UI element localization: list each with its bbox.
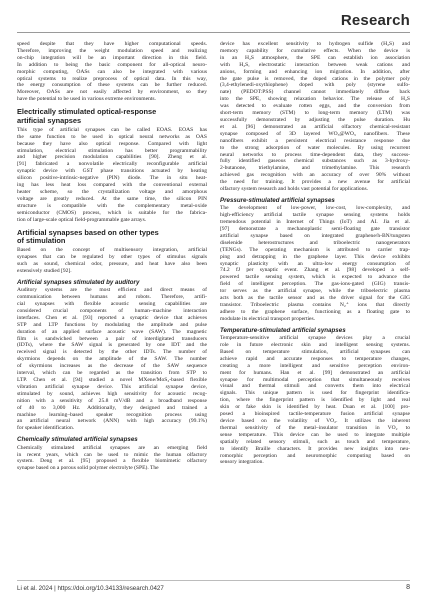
text-line: sense temperature. This device can be used to integrate multiple: [220, 431, 410, 438]
text-line: device has excellent sensitivity to hydrogen sulfide (H₂S) and: [220, 41, 410, 47]
subsection-heading: [220, 327, 410, 335]
text-line: cial synapses with flexible acoustic sensing capabilities are: [17, 301, 207, 308]
text-line: synapse for multimodal perception that simultaneously receives: [220, 376, 410, 383]
paragraph: [17, 41, 207, 103]
text-line: communication between humans and robots. Therefore, artifi-: [17, 294, 207, 301]
text-line: synaptic plasticity with an ultra-low energy consumption of: [220, 260, 410, 267]
text-line: the need for training. It provides a new avenue for artificial: [220, 179, 410, 186]
text-line: of stimulation: [17, 236, 66, 246]
text-line: machine learning–based speaker recognition process using: [17, 411, 207, 418]
text-line: 74.2 fJ per synaptic event. Zhang et al. [98] developed a self-: [220, 267, 410, 274]
text-line: memory capability for cumulative effects. When the device is: [220, 47, 410, 54]
paragraph: [220, 41, 410, 193]
text-line: an artificial neural network (ANN) with high accuracy (99.1%): [17, 418, 207, 425]
text-line: nate) (PEDOT:PSS) channel cannot immediately diffuse back: [220, 89, 410, 96]
text-line: tion, where the fingerprint pattern is identified by light and real: [220, 397, 410, 404]
text-line: skyrmions depends on the amplitude of the SAW. The number: [17, 356, 207, 363]
text-line: have the potential to be used in various extreme environments.: [17, 96, 156, 103]
text-line: Auditory systems are the most efficient and direct means of: [17, 287, 207, 294]
text-line: anions, forming and enhancing ion migration. In addition, after: [220, 68, 410, 75]
section-heading: [17, 108, 207, 125]
text-line: Therefore, improving the weight modulation speed and realizing: [17, 47, 207, 54]
text-line: received signal is detected by the other IDTs. The number of: [17, 349, 207, 356]
subsection-heading: [220, 197, 410, 205]
text-line: to the strong adsorption of water molecules. By using recurrent: [220, 144, 410, 151]
text-line: et al. [96] demonstrated an artificial olfactory chemical-resistant: [220, 123, 410, 130]
header-divider: [17, 32, 410, 33]
text-line: This type of artificial synapses can be called EOAS. EOAS has: [17, 126, 207, 133]
text-line: speed despite that they have higher computational speeds.: [17, 41, 207, 47]
paragraph: [17, 287, 207, 432]
text-line: interfaces. Chen et al. [93] reported a synaptic device that achieves: [17, 314, 207, 321]
text-line: adhere to the graphene surface, functioning as a floating gate to: [220, 308, 410, 315]
text-line: Chemically stimulated artificial synapses are an emerging field: [17, 444, 207, 451]
right-column: [220, 41, 410, 466]
text-line: the gate pulse is removed, the doped cations in the polymer poly: [220, 75, 410, 82]
text-line: neural networks to process time-dependent data, they success-: [220, 151, 410, 158]
text-line: tion of large-scale optical field-programmable gate arrays.: [17, 216, 147, 223]
text-line: stimulation, electrical stimulation has better programmability: [17, 147, 207, 154]
text-line: ing has less heat loss compared with the conventional external: [17, 182, 207, 189]
footer-citation[interactable]: Li et al. 2024 | https://doi.org/10.34133/research.0427: [17, 585, 164, 592]
text-line: [91] fabricated a nonvolatile electrically reconfigurable artificial: [17, 161, 207, 168]
page-number: 8: [406, 584, 410, 591]
text-line: In addition to being the basic component for all-optical neuro-: [17, 61, 207, 68]
text-line: Based on the concept of multisensory integration, artificial: [17, 247, 207, 254]
subsection-heading: [17, 436, 207, 444]
text-line: sensory integration.: [220, 459, 264, 466]
text-line: system. Deng et al. [95] proposed a flexible biomimetic olfactory: [17, 458, 207, 465]
text-line: Artificial synapses based on other types: [17, 227, 159, 237]
text-line: tremendous potential in Internet of Things (IoT) and AI. Jia et al.: [220, 219, 410, 226]
text-line: into the SPE, showing relaxation behavior. The release of H₂S: [220, 96, 410, 103]
text-line: Temperature-sensitive artificial synapse devices play a crucial: [220, 335, 410, 342]
text-line: synaptic device with GST phase transitions actuated by heating: [17, 168, 207, 175]
text-line: structure is compatible with the complementary metal-oxide: [17, 202, 207, 209]
text-line: field of intelligent perception. The gas-ions-gated (GIG) transis-: [220, 281, 410, 288]
text-line: morphic computing, OASs can also be integrated with various: [17, 68, 207, 75]
text-line: in an H₂S atmosphere, the SPE can establish ion association: [220, 54, 410, 61]
text-line: transistor. Triboelectric plasma contains N₂⁺ ions that directly: [220, 302, 410, 309]
text-line: interval, which can be regarded as the transition from STP to: [17, 370, 207, 377]
text-line: and higher precision modulation capabilities [90]. Zheng et al.: [17, 154, 207, 161]
text-line: to identify Braille characters. It provides new insights into neu-: [220, 445, 410, 452]
text-line: Moreover, OASs are not easily affected by environment, so they: [17, 89, 207, 96]
text-line: signals. This unique pattern is used for fingerprint identifica-: [220, 390, 410, 397]
text-line: the energy consumption of these systems can be further reduced.: [17, 82, 207, 89]
paragraph: [220, 335, 410, 466]
text-line: voltage are greatly reduced. At the same time, the silicon PIN: [17, 195, 207, 202]
text-line: role in future electronic skin and intelligent sensing systems.: [220, 342, 410, 349]
text-line: olfactory system research and holds vast potential for applications.: [220, 186, 369, 193]
text-line: heater scheme, so the crystallization voltage and amorphous: [17, 189, 207, 195]
text-line: short-term memory (STM) to long-term memory (LTM) was: [220, 110, 410, 117]
paragraph: [17, 445, 207, 473]
paragraph: [220, 205, 410, 322]
text-line: LTP. Chen et al. [94] studied a novel MXene/MoS₂-based flexible: [17, 377, 207, 384]
text-line: on-chip integration will be an important direction in this field.: [17, 54, 207, 61]
text-line: Based on temperature stimulation, artificial synapses can: [220, 348, 410, 355]
text-line: spatially related sensory stimuli, such as touch and temperature,: [220, 438, 410, 445]
text-line: achieve rapid and accurate responses to temperature changes,: [220, 355, 410, 362]
text-line: [97] demonstrate a mechanoplastic semi-floating gate transistor: [220, 226, 410, 233]
text-line: semiconductor (CMOS) process, which is suitable for the fabrica-: [17, 209, 207, 216]
text-line: Artificial synapses stimulated by auditory: [17, 278, 140, 286]
section-heading: [17, 229, 207, 246]
text-line: visual and thermal stimuli and converts them into electrical: [220, 383, 410, 390]
text-line: in recent years, which can be used to mimic the human olfactory: [17, 451, 207, 458]
text-line: tor serves as the artificial synapse, while the triboelectric plasma: [220, 288, 410, 295]
paragraph: [17, 247, 207, 275]
text-line: ment for humans. Han et al. [99] demonstrated an artificial: [220, 369, 410, 376]
subsection-heading: [17, 279, 207, 287]
text-line: film is sandwiched between a pair of interdigitated transducers: [17, 335, 207, 342]
text-line: synapse based on a porous solid polymer electrolyte (SPE). The: [17, 465, 159, 472]
text-line: Pressure-stimulated artificial synapses: [220, 196, 335, 204]
text-line: 2-butanone, triethylamine, and trimethylamine. This research: [220, 165, 410, 172]
text-line: Temperature-stimulated artificial synapses: [220, 326, 346, 334]
text-line: (IDTs), where the SAW signal is generated by one IDT and the: [17, 342, 207, 349]
text-line: artificial synapses: [17, 115, 82, 125]
text-line: modulate its electrical transport properties.: [220, 315, 316, 322]
footer-divider: [17, 580, 410, 581]
text-line: for speaker identification.: [17, 425, 75, 432]
text-line: artificial synapse based on integrated graphene/h-BN/tungsten: [220, 232, 410, 239]
text-line: device based on the volatility of VO₂. It utilizes the inherent: [220, 418, 410, 424]
text-line: (3,4-ethylenedi-oxythiophene) doped with poly (styrene sulfo-: [220, 82, 410, 89]
text-line: The development of low-power, low-cost, low-complexity, and: [220, 205, 410, 212]
text-line: silicon positive-intrinsic-negative (PIN) diode. The in situ heat-: [17, 175, 207, 182]
text-line: STP and LTP functions by modulating the amplitude and pulse: [17, 321, 207, 328]
text-line: thermal sensitivity of the metal–insulator transition in VO₂ to: [220, 424, 410, 431]
paragraph: [17, 127, 207, 224]
text-line: stimulated by sound, achieves high sensitivity for acoustic recog-: [17, 390, 207, 397]
text-line: (TENGs). The operating mechanism is attributed to carrier trap-: [220, 246, 410, 253]
text-line: such as sound, chemical odor, pressure, and heat have also been: [17, 261, 207, 268]
text-line: diselenide heterostructures and triboelectric nanogenerators: [220, 239, 410, 246]
text-line: duration of an applied surface acoustic wave (SAW). The magnetic: [17, 328, 207, 335]
text-line: achieved gas recognition with an accuracy of over 90% without: [220, 172, 410, 179]
text-line: the same function to be used in optical neural networks as OAS: [17, 133, 207, 140]
text-line: synapse composed of 3D layered WO₃@WO₃ nanofibers. These: [220, 130, 410, 137]
text-line: skin or fake skin is identified by heat. Duan et al. [100] pro-: [220, 404, 410, 411]
text-line: acts both as the tactile sensor and as the driver signal for the GIG: [220, 295, 410, 302]
text-line: powered tactile sensing system, which is expected to advance the: [220, 274, 410, 281]
text-line: fully identified gaseous chemical substances such as 3-hydroxy-: [220, 158, 410, 165]
text-line: considered crucial components of human–machine interaction: [17, 307, 207, 314]
text-line: vibration artificial synapse device. This artificial synapse device,: [17, 383, 207, 390]
left-column: [17, 41, 207, 472]
text-line: successfully demonstrated by adjusting the pulse duration. Hu: [220, 116, 410, 123]
text-line: with H₂S, electrostatic interaction between weak cations and: [220, 61, 410, 68]
text-line: of skyrmions increases as the decrease of the SAW sequence: [17, 363, 207, 370]
text-line: romorphic perception and neuromorphic computing based on: [220, 452, 410, 459]
text-line: Chemically stimulated artificial synapses: [17, 436, 138, 444]
text-line: creating a more intelligent and sensitive perception environ-: [220, 362, 410, 369]
text-line: was detected to evaluate rotten eggs, and the conversion from: [220, 103, 410, 110]
text-line: of 40 to 3,000 Hz. Additionally, they designed and trained a: [17, 404, 207, 411]
text-line: synapses that can be regulated by other types of stimulus signals: [17, 254, 207, 261]
text-line: optical systems to realize preprocess of optical data. In this way,: [17, 75, 207, 82]
text-line: posed a bioinspired tactile-temperature fusion artificial synapse: [220, 411, 410, 418]
journal-name: Research: [340, 12, 410, 29]
text-line: because they have also optical response. Compared with light: [17, 140, 207, 147]
text-line: extensively studied [92].: [17, 267, 72, 274]
text-line: high-efficiency artificial tactile synapse sensing systems holds: [220, 212, 410, 219]
text-line: nition with a sensitivity of 25.8 mV/dB and a broadband response: [17, 397, 207, 404]
text-line: Electrically stimulated optical-response: [17, 107, 157, 117]
text-line: nanofibers exhibit a persistent electrical resistance response due: [220, 137, 410, 144]
text-line: ping and detrapping in the graphene layer. This device exhibits: [220, 253, 410, 260]
